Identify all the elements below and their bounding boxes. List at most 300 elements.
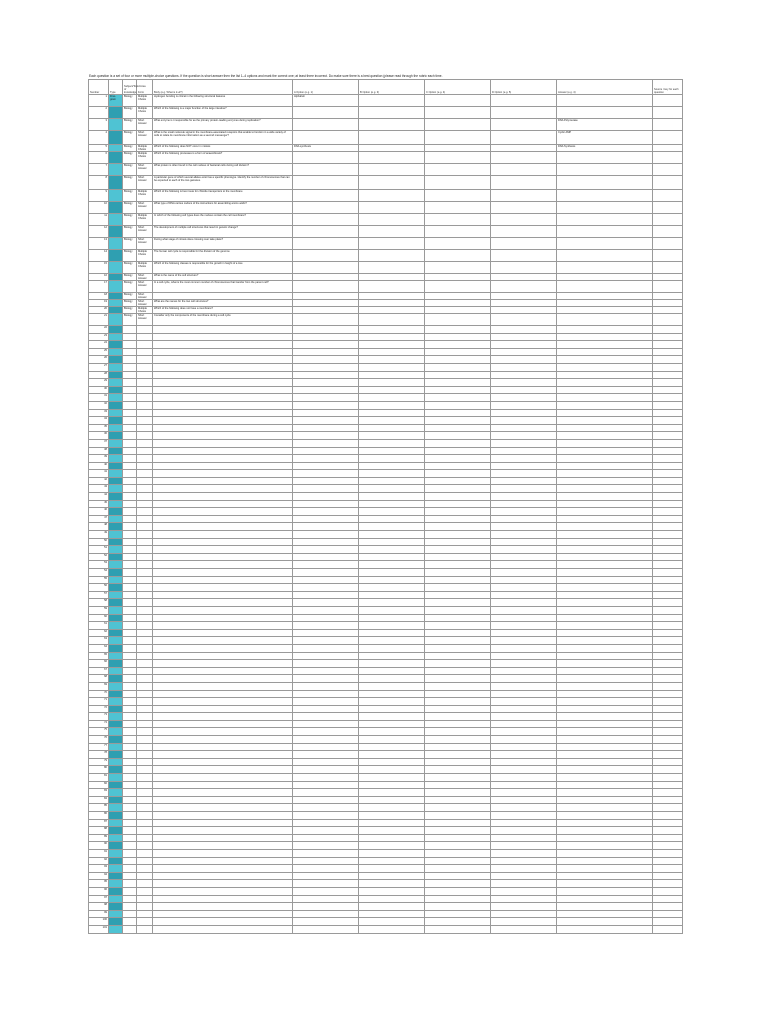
source-cell[interactable] <box>653 895 683 903</box>
question-body-cell[interactable] <box>153 591 293 599</box>
type-cell[interactable] <box>109 758 123 766</box>
question-body-cell[interactable] <box>153 667 293 675</box>
option-a-cell[interactable] <box>293 561 359 569</box>
topic-cell[interactable] <box>123 606 137 614</box>
column-header[interactable]: Answer (e.g. 4) <box>557 80 653 95</box>
question-body-cell[interactable]: The human cell cycle is responsible for the division of the genome <box>153 250 293 262</box>
row-number[interactable]: 60 <box>89 614 109 622</box>
question-body-cell[interactable] <box>153 789 293 797</box>
form-cell[interactable] <box>137 493 153 501</box>
option-c-cell[interactable] <box>425 553 491 561</box>
option-c-cell[interactable] <box>425 758 491 766</box>
type-cell[interactable] <box>109 538 123 546</box>
topic-cell[interactable]: Biology <box>123 190 137 202</box>
type-cell[interactable] <box>109 842 123 850</box>
option-a-cell[interactable] <box>293 379 359 387</box>
answer-cell[interactable] <box>557 849 653 857</box>
source-cell[interactable] <box>653 293 683 300</box>
option-b-cell[interactable] <box>359 470 425 478</box>
option-b-cell[interactable] <box>359 606 425 614</box>
question-body-cell[interactable] <box>153 462 293 470</box>
option-c-cell[interactable] <box>425 326 491 334</box>
answer-cell[interactable] <box>557 644 653 652</box>
source-cell[interactable] <box>653 667 683 675</box>
question-body-cell[interactable] <box>153 470 293 478</box>
type-cell[interactable] <box>109 176 123 190</box>
option-b-cell[interactable] <box>359 119 425 131</box>
option-a-cell[interactable] <box>293 386 359 394</box>
option-a-cell[interactable] <box>293 546 359 554</box>
option-c-cell[interactable] <box>425 591 491 599</box>
answer-cell[interactable] <box>557 262 653 274</box>
form-cell[interactable] <box>137 637 153 645</box>
question-body-cell[interactable] <box>153 743 293 751</box>
topic-cell[interactable] <box>123 409 137 417</box>
topic-cell[interactable] <box>123 599 137 607</box>
option-d-cell[interactable] <box>491 857 557 865</box>
row-number[interactable]: 44 <box>89 493 109 501</box>
topic-cell[interactable] <box>123 455 137 463</box>
option-c-cell[interactable] <box>425 152 491 164</box>
option-c-cell[interactable] <box>425 713 491 721</box>
form-cell[interactable] <box>137 409 153 417</box>
topic-cell[interactable] <box>123 736 137 744</box>
topic-cell[interactable] <box>123 477 137 485</box>
option-b-cell[interactable] <box>359 720 425 728</box>
topic-cell[interactable]: Biology <box>123 238 137 250</box>
form-cell[interactable] <box>137 523 153 531</box>
option-d-cell[interactable] <box>491 356 557 364</box>
option-b-cell[interactable] <box>359 629 425 637</box>
source-cell[interactable] <box>653 682 683 690</box>
answer-cell[interactable] <box>557 622 653 630</box>
option-c-cell[interactable] <box>425 333 491 341</box>
option-d-cell[interactable] <box>491 880 557 888</box>
type-cell[interactable] <box>109 274 123 281</box>
option-b-cell[interactable] <box>359 903 425 911</box>
question-body-cell[interactable] <box>153 477 293 485</box>
question-body-cell[interactable] <box>153 690 293 698</box>
answer-cell[interactable] <box>557 546 653 554</box>
answer-cell[interactable] <box>557 341 653 349</box>
answer-cell[interactable] <box>557 394 653 402</box>
topic-cell[interactable] <box>123 667 137 675</box>
row-number[interactable]: 64 <box>89 644 109 652</box>
row-number[interactable]: 79 <box>89 758 109 766</box>
question-body-cell[interactable] <box>153 675 293 683</box>
form-cell[interactable] <box>137 925 153 933</box>
question-body-cell[interactable] <box>153 515 293 523</box>
question-body-cell[interactable] <box>153 584 293 592</box>
source-cell[interactable] <box>653 569 683 577</box>
form-cell[interactable] <box>137 584 153 592</box>
option-a-cell[interactable] <box>293 455 359 463</box>
option-a-cell[interactable] <box>293 531 359 539</box>
option-b-cell[interactable] <box>359 644 425 652</box>
form-cell[interactable] <box>137 872 153 880</box>
question-body-cell[interactable] <box>153 553 293 561</box>
source-cell[interactable] <box>653 546 683 554</box>
option-b-cell[interactable] <box>359 164 425 176</box>
option-b-cell[interactable] <box>359 307 425 314</box>
option-c-cell[interactable] <box>425 766 491 774</box>
source-cell[interactable] <box>653 107 683 119</box>
type-cell[interactable] <box>109 872 123 880</box>
question-body-cell[interactable] <box>153 424 293 432</box>
type-cell[interactable] <box>109 629 123 637</box>
option-b-cell[interactable] <box>359 500 425 508</box>
row-number[interactable]: 58 <box>89 599 109 607</box>
option-d-cell[interactable] <box>491 553 557 561</box>
form-cell[interactable] <box>137 849 153 857</box>
type-cell[interactable] <box>109 682 123 690</box>
source-cell[interactable] <box>653 131 683 145</box>
answer-cell[interactable] <box>557 660 653 668</box>
question-body-cell[interactable]: During what stage of mitosis does crossing over take place? <box>153 238 293 250</box>
answer-cell[interactable] <box>557 485 653 493</box>
option-d-cell[interactable] <box>491 226 557 238</box>
answer-cell[interactable] <box>557 728 653 736</box>
option-d-cell[interactable] <box>491 300 557 307</box>
type-cell[interactable] <box>109 751 123 759</box>
source-cell[interactable] <box>653 660 683 668</box>
option-a-cell[interactable] <box>293 214 359 226</box>
column-header[interactable]: A Option (e.g. 1) <box>293 80 359 95</box>
option-c-cell[interactable] <box>425 379 491 387</box>
type-cell[interactable] <box>109 500 123 508</box>
option-b-cell[interactable] <box>359 857 425 865</box>
option-c-cell[interactable] <box>425 190 491 202</box>
source-cell[interactable] <box>653 300 683 307</box>
source-cell[interactable] <box>653 202 683 214</box>
type-cell[interactable] <box>109 379 123 387</box>
option-b-cell[interactable] <box>359 379 425 387</box>
option-a-cell[interactable] <box>293 553 359 561</box>
row-number[interactable]: 65 <box>89 652 109 660</box>
answer-cell[interactable] <box>557 834 653 842</box>
option-d-cell[interactable] <box>491 751 557 759</box>
row-number[interactable]: 2 <box>89 107 109 119</box>
row-number[interactable]: 62 <box>89 629 109 637</box>
option-c-cell[interactable] <box>425 363 491 371</box>
row-number[interactable]: 5 <box>89 145 109 152</box>
option-b-cell[interactable] <box>359 515 425 523</box>
question-body-cell[interactable]: Hydrogen bonding is critical in the following structural features <box>153 95 293 107</box>
type-cell[interactable] <box>109 515 123 523</box>
question-body-cell[interactable] <box>153 606 293 614</box>
row-number[interactable]: 8 <box>89 176 109 190</box>
answer-cell[interactable] <box>557 95 653 107</box>
form-cell[interactable]: Short Answer <box>137 281 153 293</box>
form-cell[interactable] <box>137 363 153 371</box>
option-c-cell[interactable] <box>425 348 491 356</box>
option-c-cell[interactable] <box>425 538 491 546</box>
option-a-cell[interactable] <box>293 698 359 706</box>
question-body-cell[interactable] <box>153 857 293 865</box>
type-cell[interactable] <box>109 363 123 371</box>
answer-cell[interactable] <box>557 386 653 394</box>
topic-cell[interactable] <box>123 447 137 455</box>
form-cell[interactable]: Short Answer <box>137 176 153 190</box>
row-number[interactable]: 76 <box>89 736 109 744</box>
question-body-cell[interactable] <box>153 348 293 356</box>
option-c-cell[interactable] <box>425 842 491 850</box>
source-cell[interactable] <box>653 523 683 531</box>
option-c-cell[interactable] <box>425 849 491 857</box>
answer-cell[interactable] <box>557 281 653 293</box>
question-body-cell[interactable]: What enzyme is it responsible for as the primary protein-reading enzymes during replication? <box>153 119 293 131</box>
form-cell[interactable] <box>137 789 153 797</box>
option-c-cell[interactable] <box>425 804 491 812</box>
row-number[interactable]: 67 <box>89 667 109 675</box>
option-d-cell[interactable] <box>491 682 557 690</box>
answer-cell[interactable] <box>557 569 653 577</box>
option-c-cell[interactable] <box>425 796 491 804</box>
form-cell[interactable]: Short Answer <box>137 119 153 131</box>
option-a-cell[interactable] <box>293 401 359 409</box>
form-cell[interactable] <box>137 561 153 569</box>
question-body-cell[interactable] <box>153 363 293 371</box>
answer-cell[interactable] <box>557 363 653 371</box>
row-number[interactable]: 87 <box>89 819 109 827</box>
source-cell[interactable] <box>653 515 683 523</box>
option-d-cell[interactable] <box>491 705 557 713</box>
row-number[interactable]: 101 <box>89 925 109 933</box>
topic-cell[interactable] <box>123 424 137 432</box>
option-c-cell[interactable] <box>425 523 491 531</box>
question-body-cell[interactable] <box>153 774 293 782</box>
option-d-cell[interactable] <box>491 660 557 668</box>
type-cell[interactable] <box>109 827 123 835</box>
column-header[interactable]: D Option (e.g. 5) <box>491 80 557 95</box>
option-a-cell[interactable] <box>293 827 359 835</box>
topic-cell[interactable] <box>123 910 137 918</box>
option-b-cell[interactable] <box>359 758 425 766</box>
topic-cell[interactable] <box>123 895 137 903</box>
answer-cell[interactable] <box>557 629 653 637</box>
option-d-cell[interactable] <box>491 107 557 119</box>
topic-cell[interactable] <box>123 857 137 865</box>
topic-cell[interactable] <box>123 500 137 508</box>
form-cell[interactable]: Short Answer <box>137 314 153 326</box>
question-body-cell[interactable] <box>153 394 293 402</box>
answer-cell[interactable] <box>557 774 653 782</box>
source-cell[interactable] <box>653 409 683 417</box>
form-cell[interactable] <box>137 606 153 614</box>
option-d-cell[interactable] <box>491 531 557 539</box>
option-d-cell[interactable] <box>491 561 557 569</box>
question-body-cell[interactable]: What protein is often found in the cell nucleus of bacterial cells during cell division? <box>153 164 293 176</box>
topic-cell[interactable] <box>123 698 137 706</box>
topic-cell[interactable]: Biology <box>123 164 137 176</box>
option-d-cell[interactable] <box>491 455 557 463</box>
question-body-cell[interactable] <box>153 660 293 668</box>
source-cell[interactable] <box>653 751 683 759</box>
column-header[interactable]: Source / key for each question <box>653 80 683 95</box>
topic-cell[interactable] <box>123 849 137 857</box>
topic-cell[interactable] <box>123 485 137 493</box>
question-body-cell[interactable] <box>153 401 293 409</box>
topic-cell[interactable]: Biology <box>123 95 137 107</box>
question-body-cell[interactable]: Which of the following processes is a form of anaerobiosis? <box>153 152 293 164</box>
source-cell[interactable] <box>653 857 683 865</box>
answer-cell[interactable] <box>557 720 653 728</box>
source-cell[interactable] <box>653 95 683 107</box>
type-cell[interactable] <box>109 356 123 364</box>
form-cell[interactable] <box>137 599 153 607</box>
type-cell[interactable] <box>109 918 123 926</box>
row-number[interactable]: 55 <box>89 576 109 584</box>
option-c-cell[interactable] <box>425 644 491 652</box>
option-d-cell[interactable] <box>491 865 557 873</box>
option-a-cell[interactable] <box>293 812 359 820</box>
option-c-cell[interactable] <box>425 424 491 432</box>
row-number[interactable]: 45 <box>89 500 109 508</box>
row-number[interactable]: 73 <box>89 713 109 721</box>
question-body-cell[interactable] <box>153 455 293 463</box>
topic-cell[interactable] <box>123 333 137 341</box>
row-number[interactable]: 56 <box>89 584 109 592</box>
topic-cell[interactable] <box>123 591 137 599</box>
row-number[interactable]: 100 <box>89 918 109 926</box>
option-c-cell[interactable] <box>425 508 491 516</box>
option-a-cell[interactable] <box>293 751 359 759</box>
option-a-cell[interactable] <box>293 523 359 531</box>
topic-cell[interactable]: Biology <box>123 274 137 281</box>
row-number[interactable]: 69 <box>89 682 109 690</box>
source-cell[interactable] <box>653 250 683 262</box>
question-body-cell[interactable] <box>153 698 293 706</box>
answer-cell[interactable] <box>557 409 653 417</box>
form-cell[interactable] <box>137 644 153 652</box>
answer-cell[interactable] <box>557 705 653 713</box>
option-b-cell[interactable] <box>359 781 425 789</box>
option-c-cell[interactable] <box>425 394 491 402</box>
source-cell[interactable] <box>653 274 683 281</box>
form-cell[interactable] <box>137 781 153 789</box>
row-number[interactable]: 12 <box>89 226 109 238</box>
topic-cell[interactable] <box>123 918 137 926</box>
type-cell[interactable] <box>109 371 123 379</box>
option-d-cell[interactable] <box>491 629 557 637</box>
topic-cell[interactable] <box>123 675 137 683</box>
option-a-cell[interactable] <box>293 274 359 281</box>
source-cell[interactable] <box>653 424 683 432</box>
form-cell[interactable]: Multiple Choice <box>137 262 153 274</box>
source-cell[interactable] <box>653 903 683 911</box>
option-c-cell[interactable] <box>425 439 491 447</box>
option-c-cell[interactable] <box>425 690 491 698</box>
topic-cell[interactable]: Biology <box>123 262 137 274</box>
type-cell[interactable] <box>109 667 123 675</box>
option-d-cell[interactable] <box>491 614 557 622</box>
option-c-cell[interactable] <box>425 515 491 523</box>
answer-cell[interactable] <box>557 675 653 683</box>
topic-cell[interactable]: Biology <box>123 226 137 238</box>
option-d-cell[interactable] <box>491 743 557 751</box>
source-cell[interactable] <box>653 363 683 371</box>
option-a-cell[interactable] <box>293 424 359 432</box>
form-cell[interactable] <box>137 660 153 668</box>
option-a-cell[interactable] <box>293 394 359 402</box>
option-b-cell[interactable] <box>359 887 425 895</box>
option-d-cell[interactable] <box>491 250 557 262</box>
source-cell[interactable] <box>653 644 683 652</box>
form-cell[interactable] <box>137 622 153 630</box>
option-c-cell[interactable] <box>425 698 491 706</box>
topic-cell[interactable]: Biology <box>123 314 137 326</box>
answer-cell[interactable] <box>557 379 653 387</box>
form-cell[interactable] <box>137 652 153 660</box>
form-cell[interactable] <box>137 500 153 508</box>
column-header[interactable]: B Option (e.g. 3) <box>359 80 425 95</box>
type-cell[interactable] <box>109 728 123 736</box>
row-number[interactable]: 31 <box>89 394 109 402</box>
option-d-cell[interactable] <box>491 758 557 766</box>
topic-cell[interactable] <box>123 682 137 690</box>
option-a-cell[interactable] <box>293 872 359 880</box>
topic-cell[interactable] <box>123 584 137 592</box>
option-c-cell[interactable] <box>425 164 491 176</box>
topic-cell[interactable] <box>123 781 137 789</box>
option-a-cell[interactable] <box>293 766 359 774</box>
form-cell[interactable] <box>137 857 153 865</box>
option-d-cell[interactable] <box>491 485 557 493</box>
form-cell[interactable] <box>137 728 153 736</box>
topic-cell[interactable]: Biology <box>123 202 137 214</box>
row-number[interactable]: 28 <box>89 371 109 379</box>
option-a-cell[interactable] <box>293 226 359 238</box>
question-body-cell[interactable] <box>153 728 293 736</box>
option-d-cell[interactable] <box>491 584 557 592</box>
option-c-cell[interactable] <box>425 500 491 508</box>
source-cell[interactable] <box>653 766 683 774</box>
form-cell[interactable] <box>137 682 153 690</box>
option-b-cell[interactable] <box>359 394 425 402</box>
question-body-cell[interactable] <box>153 439 293 447</box>
type-cell[interactable] <box>109 789 123 797</box>
form-cell[interactable] <box>137 455 153 463</box>
topic-cell[interactable] <box>123 553 137 561</box>
question-body-cell[interactable]: Which of the following does NOT occur in mitosis <box>153 145 293 152</box>
source-cell[interactable] <box>653 553 683 561</box>
option-b-cell[interactable] <box>359 591 425 599</box>
row-number[interactable]: 71 <box>89 698 109 706</box>
type-cell[interactable] <box>109 766 123 774</box>
answer-cell[interactable] <box>557 417 653 425</box>
option-c-cell[interactable] <box>425 493 491 501</box>
row-number[interactable]: 57 <box>89 591 109 599</box>
option-a-cell[interactable] <box>293 713 359 721</box>
answer-cell[interactable] <box>557 872 653 880</box>
topic-cell[interactable] <box>123 804 137 812</box>
option-d-cell[interactable] <box>491 508 557 516</box>
row-number[interactable]: 97 <box>89 895 109 903</box>
answer-cell[interactable] <box>557 895 653 903</box>
type-cell[interactable] <box>109 164 123 176</box>
option-a-cell[interactable] <box>293 834 359 842</box>
form-cell[interactable]: Short Answer <box>137 226 153 238</box>
type-cell[interactable] <box>109 713 123 721</box>
option-d-cell[interactable] <box>491 812 557 820</box>
option-b-cell[interactable] <box>359 424 425 432</box>
option-c-cell[interactable] <box>425 865 491 873</box>
option-b-cell[interactable] <box>359 293 425 300</box>
option-d-cell[interactable] <box>491 925 557 933</box>
option-b-cell[interactable] <box>359 842 425 850</box>
option-b-cell[interactable] <box>359 152 425 164</box>
option-d-cell[interactable] <box>491 202 557 214</box>
